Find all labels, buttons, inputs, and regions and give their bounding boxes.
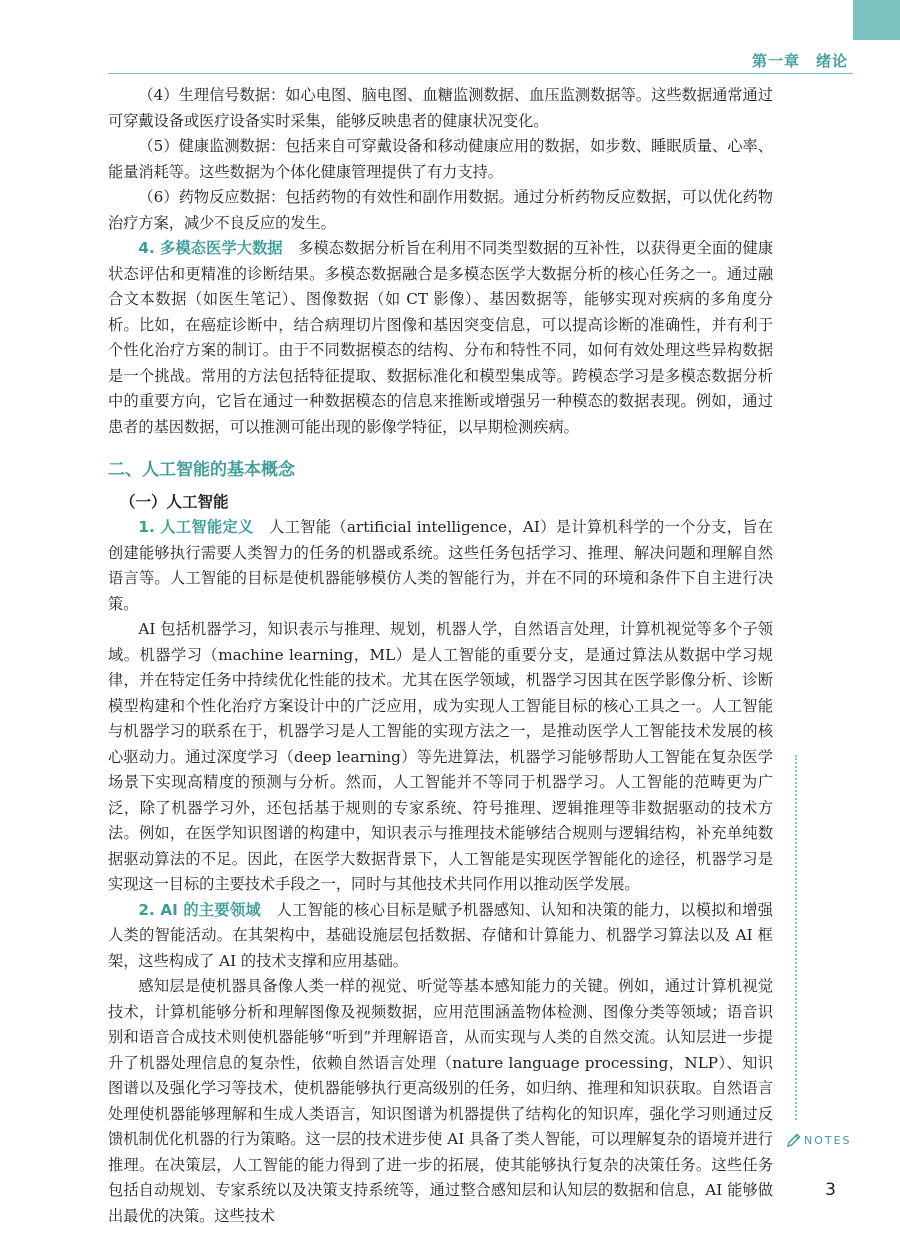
chapter-header: 第一章 绪论 — [751, 52, 848, 70]
multimodal-heading: 4. 多模态医学大数据 — [138, 239, 283, 257]
ai-definition-heading: 1. 人工智能定义 — [138, 518, 254, 536]
notes-dotted-line — [795, 755, 797, 1120]
ai-definition-body: 人工智能（artificial intelligence，AI）是计算机科学的一个分支，旨在创建能够执行需要人类智力的任务的机器或系统。这些任务包括学习、推理、解决问题和理解自然语言等。人工智能的目标是使机器能够模仿人类的智能行为，并在不同的环境和条件下自主进行决策。 — [108, 518, 774, 613]
paragraph-drug-response: （6）药物反应数据：包括药物的有效性和副作用数据。通过分析药物反应数据，可以优化药物治疗方案，减少不良反应的发生。 — [108, 188, 773, 232]
ai-domains-heading: 2. AI 的主要领域 — [138, 900, 262, 919]
notes-label: NOTES — [804, 1133, 852, 1147]
paragraph-perception-layer: 感知层是使机器具备像人类一样的视觉、听觉等基本感知能力的关键。例如，通过计算机视觉技术，计算机能够分析和理解图像及视频数据，应用范围涵盖物体检测、图像分类等领域；语音识别和语音合成技术则使机器能够“听到”并理解语音，从而实现与人类的自然交流。认知层进一步提升了机器处理信息的复杂性，依赖自然语言处理（nature language processing，NLP）、知识图谱以及强化学习等技术，使机器能够执行更高级别的任务，如归纳、推理和知识获取。自然语言处理使机器能够理解和生成人类语言，知识图谱为机器提供了结构化的知识库，强化学习则通过反馈机制优化机器的行为策略。这一层的技术进步使 AI 具备了类人智能，可以理解复杂的语境并进行推理。在决策层，人工智能的能力得到了进一步的拓展，使其能够执行复杂的决策任务。这些任务包括自动规划、专家系统以及决策支持系统等，通过整合感知层和认知层的数据和信息，AI 能够做出最优的决策。这些技术 — [108, 977, 773, 1225]
ai-domains-body: 人工智能的核心目标是赋予机器感知、认知和决策的能力，以模拟和增强人类的智能活动。在其架构中，基础设施层包括数据、存储和计算能力、机器学习算法以及 AI 框架，这些构成了 AI 的技术支撑和应用基础。 — [108, 900, 773, 970]
notes-marker — [786, 1132, 852, 1148]
section-heading-ai-concepts: 二、人工智能的基本概念 — [108, 460, 295, 480]
paragraph-ai-subfields: AI 包括机器学习，知识表示与推理、规划，机器人学，自然语言处理，计算机视觉等多个子领域。机器学习（machine learning，ML）是人工智能的重要分支，是通过算法从数据中学习规律，并在特定任务中持续优化性能的技术。尤其在医学领域，机器学习因其在医学影像分析、诊断模型构建和个性化治疗方案设计中的广泛应用，成为实现人工智能目标的核心工具之一。人工智能与机器学习的联系在于，机器学习是人工智能的实现方法之一，是推动医学人工智能技术发展的核心驱动力。通过深度学习（deep learning）等先进算法，机器学习能够帮助人工智能在复杂医学场景下实现高精度的预测与分析。然而，人工智能并不等同于机器学习。人工智能的范畴更为广泛，除了机器学习外，还包括基于规则的专家系统、符号推理、逻辑推理等非数据驱动的技术方法。例如，在医学知识图谱的构建中，知识表示与推理技术能够结合规则与逻辑结构，补充单纯数据驱动算法的不足。因此，在医学大数据背景下，人工智能是实现医学智能化的途径，机器学习是实现这一目标的主要技术手段之一，同时与其他技术共同作用以推动医学发展。 — [108, 620, 773, 893]
paragraph-ai-definition — [108, 515, 773, 617]
main-content — [108, 83, 773, 1229]
paragraph-multimodal — [108, 236, 773, 440]
paragraph-ai-domains — [108, 898, 773, 975]
multimodal-body: 多模态数据分析旨在利用不同类型数据的互补性，以获得更全面的健康状态评估和更精准的诊断结果。多模态数据融合是多模态医学大数据分析的核心任务之一。通过融合文本数据（如医生笔记）、图像数据（如 CT 影像）、基因数据等，能够实现对疾病的多角度分析。比如，在癌症诊断中，结合病理切片图像和基因突变信息，可以提高诊断的准确性，并有利于个性化治疗方案的制订。由于不同数据模态的结构、分布和特性不同，如何有效处理这些异构数据是一个挑战。常用的方法包括特征提取、数据标准化和模型集成等。跨模态学习是多模态数据分析中的重要方向，它旨在通过一种数据模态的信息来推断或增强另一种模态的数据表现。例如，通过患者的基因数据，可以推测可能出现的影像学特征，以早期检测疾病。 — [108, 239, 774, 436]
page-number: 3 — [825, 1180, 836, 1200]
paragraph-health-monitoring: （5）健康监测数据：包括来自可穿戴设备和移动健康应用的数据，如步数、睡眠质量、心率、能量消耗等。这些数据为个体化健康管理提供了有力支持。 — [108, 137, 773, 181]
corner-tab — [853, 0, 900, 40]
paragraph-physiological-signals: （4）生理信号数据：如心电图、脑电图、血糖监测数据、血压监测数据等。这些数据通常通过可穿戴设备或医疗设备实时采集，能够反映患者的健康状况变化。 — [108, 86, 773, 130]
subsection-heading-ai: （一）人工智能 — [120, 492, 229, 511]
pencil-icon — [786, 1132, 802, 1148]
header-rule — [108, 73, 853, 74]
